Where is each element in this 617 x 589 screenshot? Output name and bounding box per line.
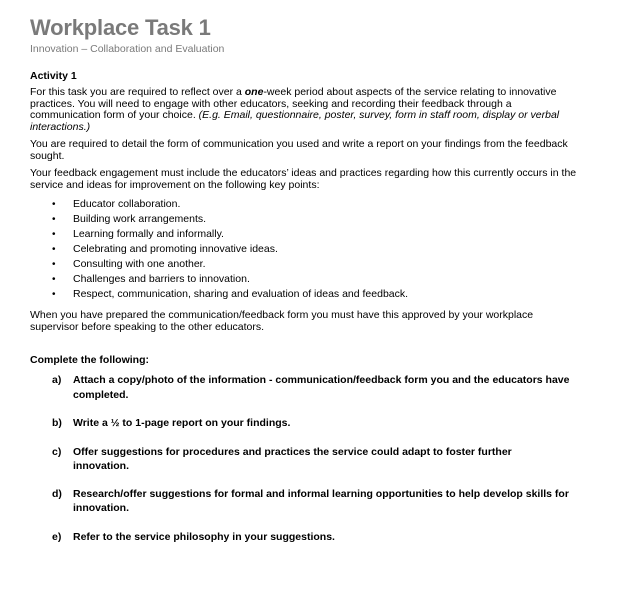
activity-paragraph-4: When you have prepared the communication/feedback form you must have this approved by your workplace supervisor before speaking to the other educators.: [30, 309, 534, 333]
task-marker: a): [52, 374, 62, 386]
task-marker: d): [52, 487, 62, 500]
task-marker: c): [52, 445, 62, 458]
list-item: [30, 242, 580, 257]
bullet-icon: •: [52, 259, 56, 270]
list-item: [30, 212, 580, 227]
activity-paragraph-3: Your feedback engagement must include the educators’ ideas and practices regarding how this currently occurs in the service and ideas for improvement on the following key points:: [30, 167, 577, 191]
bullet-icon: •: [52, 229, 56, 240]
list-item-text: Educator collaboration.: [73, 198, 181, 210]
task-item-a: [30, 373, 570, 402]
task-marker: e): [52, 530, 62, 543]
complete-heading: Complete the following:: [30, 354, 149, 366]
bullet-icon: •: [52, 199, 56, 210]
list-item-text: Challenges and barriers to innovation.: [73, 273, 250, 285]
task-item-b: [30, 416, 570, 431]
bullet-icon: •: [52, 214, 56, 225]
paragraph-1-examples: (E.g. Email, questionnaire, poster, survey, form in staff room, display or verbal interactions.): [30, 109, 560, 133]
key-points-list: [30, 197, 580, 302]
activity-paragraph-2: You are required to detail the form of communication you used and write a report on your findings from the feedback sought.: [30, 138, 568, 162]
paragraph-1-text-start: For this task you are required to reflect over a: [30, 86, 245, 98]
list-item-text: Building work arrangements.: [73, 213, 207, 225]
bullet-icon: •: [52, 274, 56, 285]
bullet-icon: •: [52, 244, 56, 255]
list-item: [30, 227, 580, 242]
task-text: Attach a copy/photo of the information - communication/feedback form you and the educators have completed.: [73, 374, 570, 401]
task-item-c: [30, 445, 570, 474]
document-page: [30, 15, 580, 544]
list-item-text: Celebrating and promoting innovative ideas.: [73, 243, 278, 255]
task-text: Refer to the service philosophy in your suggestions.: [73, 530, 335, 543]
task-item-e: [30, 530, 570, 545]
list-item: [30, 272, 580, 287]
list-item: [30, 197, 580, 212]
paragraph-1-text-middle: -week period about aspects of the service relating to innovative practices. You will need to engage with other educators, seeking and recording their feedback through a communication form of your choice.: [30, 86, 557, 121]
activity-heading: Activity 1: [30, 70, 77, 82]
task-item-d: [30, 487, 570, 516]
list-item: [30, 287, 580, 302]
activity-paragraph-1: [30, 87, 580, 133]
task-marker: b): [52, 417, 62, 429]
list-item: [30, 257, 580, 272]
task-text: Offer suggestions for procedures and practices the service could adapt to foster further innovation.: [73, 445, 512, 472]
paragraph-1-emphasis: one: [244, 86, 264, 98]
page-subtitle: Innovation – Collaboration and Evaluation: [30, 43, 225, 55]
bullet-icon: •: [52, 289, 56, 300]
list-item-text: Learning formally and informally.: [73, 228, 224, 240]
page-title: Workplace Task 1: [30, 15, 211, 40]
list-item-text: Respect, communication, sharing and evaluation of ideas and feedback.: [73, 288, 409, 300]
task-text: Research/offer suggestions for formal and informal learning opportunities to help develop skills for innovation.: [73, 487, 569, 514]
task-text: Write a ½ to 1-page report on your findings.: [73, 417, 291, 429]
list-item-text: Consulting with one another.: [73, 258, 206, 270]
